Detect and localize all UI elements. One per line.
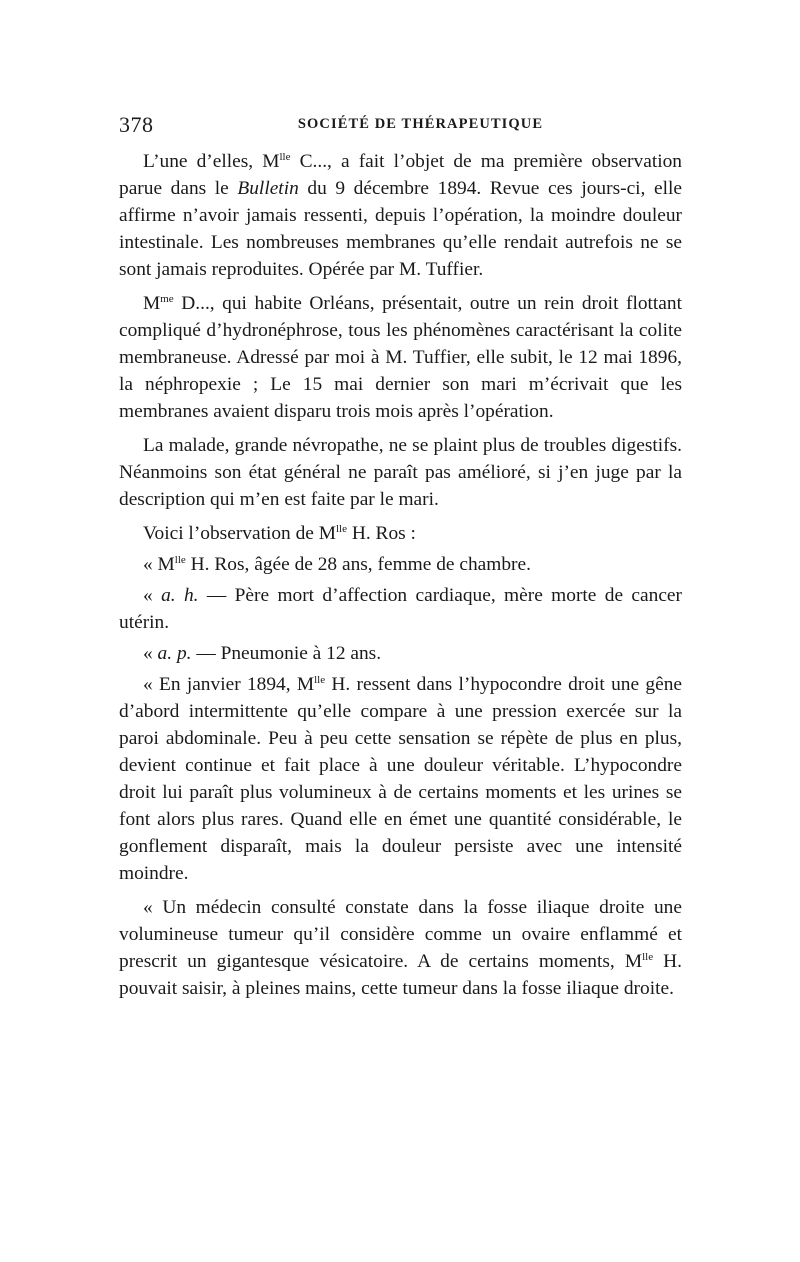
paragraph-3: La malade, grande névropathe, ne se plaint plus de troubles digestifs. Néanmoins son état général ne paraît pas amélioré, si j’en juge par la description qui m’en est faite par le mari.: [119, 435, 682, 510]
paragraph-1: L’une d’elles, $M^{lle}$ C..., a fait l’objet de ma première observation parue dans le Bulletin du 9 décembre 1894. Revue ces jours-ci, elle affirme n’avoir jamais ressenti, depuis l’opération, la moindre douleur intestinale. Les nombreuses membranes qu’elle rendait autrefois ne se sont jamais reproduites. Opérée par M. Tuffier.: [119, 151, 682, 280]
page-body: [119, 148, 682, 1002]
paragraph-4: Voici l’observation de $M^{lle}$ H. Ros :: [143, 523, 416, 544]
page-number: 378: [119, 112, 154, 137]
paragraph-5: « $M^{lle}$ H. Ros, âgée de 28 ans, femme de chambre.: [143, 554, 531, 575]
paragraph-2: $M^{me}$ D..., qui habite Orléans, présentait, outre un rein droit flottant compliqué d’hydronéphrose, tous les phénomènes caractérisant la colite membraneuse. Adressé par moi à M. Tuffier, elle subit, le 12 mai 1896, la néphropexie ; Le 15 mai dernier son mari m’écrivait que les membranes avaient disparu trois mois après l’opération.: [119, 293, 682, 422]
running-title: SOCIÉTÉ DE THÉRAPEUTIQUE: [297, 116, 544, 132]
paragraph-7: « a. p. — Pneumonie à 12 ans.: [143, 643, 382, 664]
paragraph-6: « a. h. — Père mort d’affection cardiaque, mère morte de cancer utérin.: [119, 585, 682, 633]
paragraph-8: « En janvier 1894, $M^{lle}$ H. ressent dans l’hypocondre droit une gêne d’abord intermittente qu’elle compare à une pression exercée sur la paroi abdominale. Peu à peu cette sensation se répète de plus en plus, devient continue et fait place à une douleur véritable. L’hypocondre droit lui paraît plus volumineux à de certains moments et les urines se font alors plus rares. Quand elle en émet une quantité considérable, le gonflement disparaît, mais la douleur persiste avec une intensité moindre.: [119, 674, 682, 884]
page-header: [119, 112, 682, 142]
paragraph-9: « Un médecin consulté constate dans la fosse iliaque droite une volumineuse tumeur qu’il considère comme un ovaire enflammé et prescrit un gigantesque vésicatoire. A de certains moments, $M^{lle}$ H. pouvait saisir, à pleines mains, cette tumeur dans la fosse iliaque droite.: [119, 897, 683, 999]
